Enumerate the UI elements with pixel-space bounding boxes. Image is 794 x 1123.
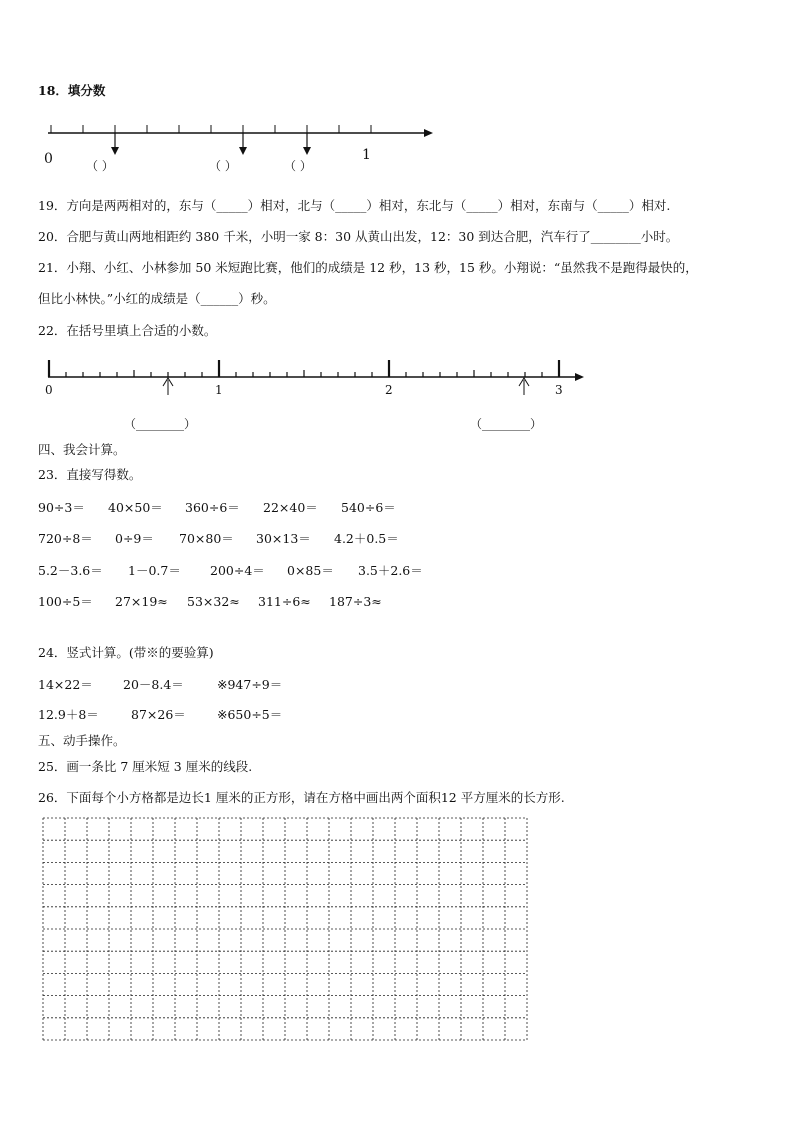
q24-item: 87×26＝ (131, 707, 186, 722)
q18-number-line (44, 125, 433, 173)
drawing-grid[interactable] (42, 817, 528, 1045)
q18-zero-label: 0 (44, 151, 53, 167)
q23-item: 4.2＋0.5＝ (334, 531, 399, 546)
q19-text: 19．方向是两两相对的，东与（_____）相对，北与（_____）相对，东北与（_____）相对，东南与（_____）相对. (38, 198, 671, 213)
q22-title: 22．在括号里填上合适的小数。 (38, 323, 217, 338)
section5-title: 五、动手操作。 (38, 733, 126, 748)
q22-blank-2[interactable]: （________） (470, 417, 543, 431)
q23-item: 3.5＋2.6＝ (358, 563, 423, 578)
q23-item: 200÷4＝ (210, 563, 265, 578)
q23-item: 1－0.7＝ (128, 563, 181, 578)
q23-item: 0÷9＝ (115, 531, 154, 546)
q23-item: 720÷8＝ (38, 531, 93, 546)
grid-lines (42, 817, 528, 1041)
q23-item: 540÷6＝ (341, 500, 396, 515)
q18-blank-3[interactable]: （ ） (284, 159, 312, 173)
q24-title: 24．竖式计算。(带※的要验算) (38, 645, 214, 660)
q18-blank-1[interactable]: （ ） (86, 159, 114, 173)
q22-label-0: 0 (45, 383, 53, 397)
q24-item: ※650÷5＝ (217, 707, 283, 722)
q23-item: 22×40＝ (263, 500, 318, 515)
section4-title: 四、我会计算。 (38, 442, 126, 457)
q23-title: 23．直接写得数。 (38, 467, 142, 482)
q22-number-line (45, 360, 584, 431)
q20-text: 20．合肥与黄山两地相距约 380 千米，小明一家 8：30 从黄山出发，12：30 到达合肥，汽车行了________小时。 (38, 229, 679, 244)
q18-blank-2[interactable]: （ ） (209, 159, 237, 173)
q21-line-2: 但比小林快。”小红的成绩是（______）秒。 (38, 291, 276, 306)
q23-item: 40×50＝ (108, 500, 163, 515)
q23-item: 53×32≈ (187, 594, 240, 609)
q24-item: 20－8.4＝ (123, 677, 184, 692)
q24-item: 12.9＋8＝ (38, 707, 99, 722)
q25-text: 25．画一条比 7 厘米短 3 厘米的线段. (38, 759, 253, 774)
q18-title: 18．填分数 (38, 83, 106, 98)
q23-item: 27×19≈ (115, 594, 168, 609)
q23-item: 30×13＝ (256, 531, 311, 546)
q22-label-2: 2 (385, 383, 393, 397)
q18-one-label: 1 (362, 147, 371, 163)
q23-item: 5.2－3.6＝ (38, 563, 103, 578)
q22-label-1: 1 (215, 383, 223, 397)
q23-item: 187÷3≈ (329, 594, 382, 609)
q23-item: 70×80＝ (179, 531, 234, 546)
q23-item: 90÷3＝ (38, 500, 85, 515)
q23-item: 311÷6≈ (258, 594, 311, 609)
q23-item: 100÷5＝ (38, 594, 93, 609)
q24-item: ※947÷9＝ (217, 677, 283, 692)
q24-item: 14×22＝ (38, 677, 93, 692)
q23-item: 360÷6＝ (185, 500, 240, 515)
q22-label-3: 3 (555, 383, 563, 397)
q22-blank-1[interactable]: （________） (124, 417, 197, 431)
q26-text: 26．下面每个小方格都是边长1 厘米的正方形，请在方格中画出两个面积12 平方厘米的长方形. (38, 790, 565, 805)
q21-line-1: 21．小翔、小红、小林参加 50 米短跑比赛，他们的成绩是 12 秒，13 秒，15 秒。小翔说：“虽然我不是跑得最快的， (38, 260, 698, 275)
q23-item: 0×85＝ (287, 563, 334, 578)
